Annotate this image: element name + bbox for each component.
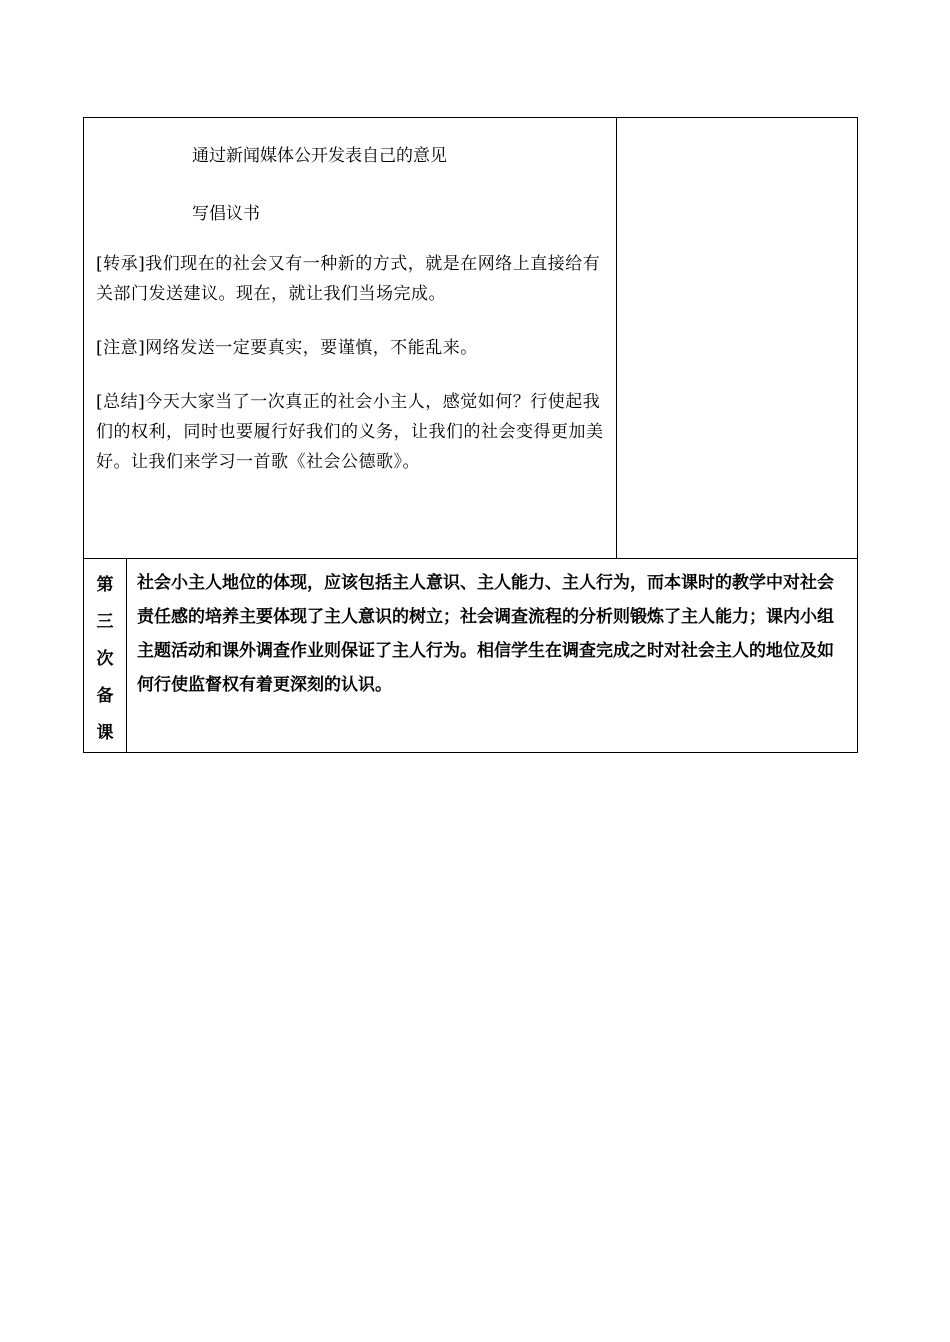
top-row	[84, 118, 858, 559]
label-char: 第	[96, 575, 114, 595]
label-char: 备	[96, 686, 114, 706]
lesson-plan-table	[83, 117, 858, 753]
summary-paragraph: [总结]今天大家当了一次真正的社会小主人，感觉如何？行使起我们的权利，同时也要履行好我们的义务，让我们的社会变得更加美好。让我们来学习一首歌《社会公德歌》。	[96, 392, 604, 472]
reflection-text-cell	[127, 559, 858, 753]
label-char: 三	[96, 612, 114, 632]
bottom-row	[84, 559, 858, 753]
label-char: 课	[96, 723, 114, 743]
proposal-line: 写倡议书	[192, 204, 260, 224]
notes-cell	[617, 118, 858, 559]
reflection-text: 社会小主人地位的体现，应该包括主人意识、主人能力、主人行为，而本课时的教学中对社会责任感的培养主要体现了主人意识的树立；社会调查流程的分析则锻炼了主人能力；课内小组主题活动和课外调查作业则保证了主人行为。相信学生在调查完成之时对社会主人的地位及如何行使监督权有着更深刻的认识。	[137, 573, 834, 695]
media-opinion-line: 通过新闻媒体公开发表自己的意见	[192, 146, 447, 166]
label-char: 次	[96, 649, 114, 669]
transition-paragraph: [转承]我们现在的社会又有一种新的方式，就是在网络上直接给有关部门发送建议。现在，就让我们当场完成。	[96, 254, 601, 304]
third-preparation-label	[84, 559, 127, 753]
attention-paragraph: [注意]网络发送一定要真实，要谨慎，不能乱来。	[96, 338, 478, 358]
teaching-process-cell	[84, 118, 617, 559]
